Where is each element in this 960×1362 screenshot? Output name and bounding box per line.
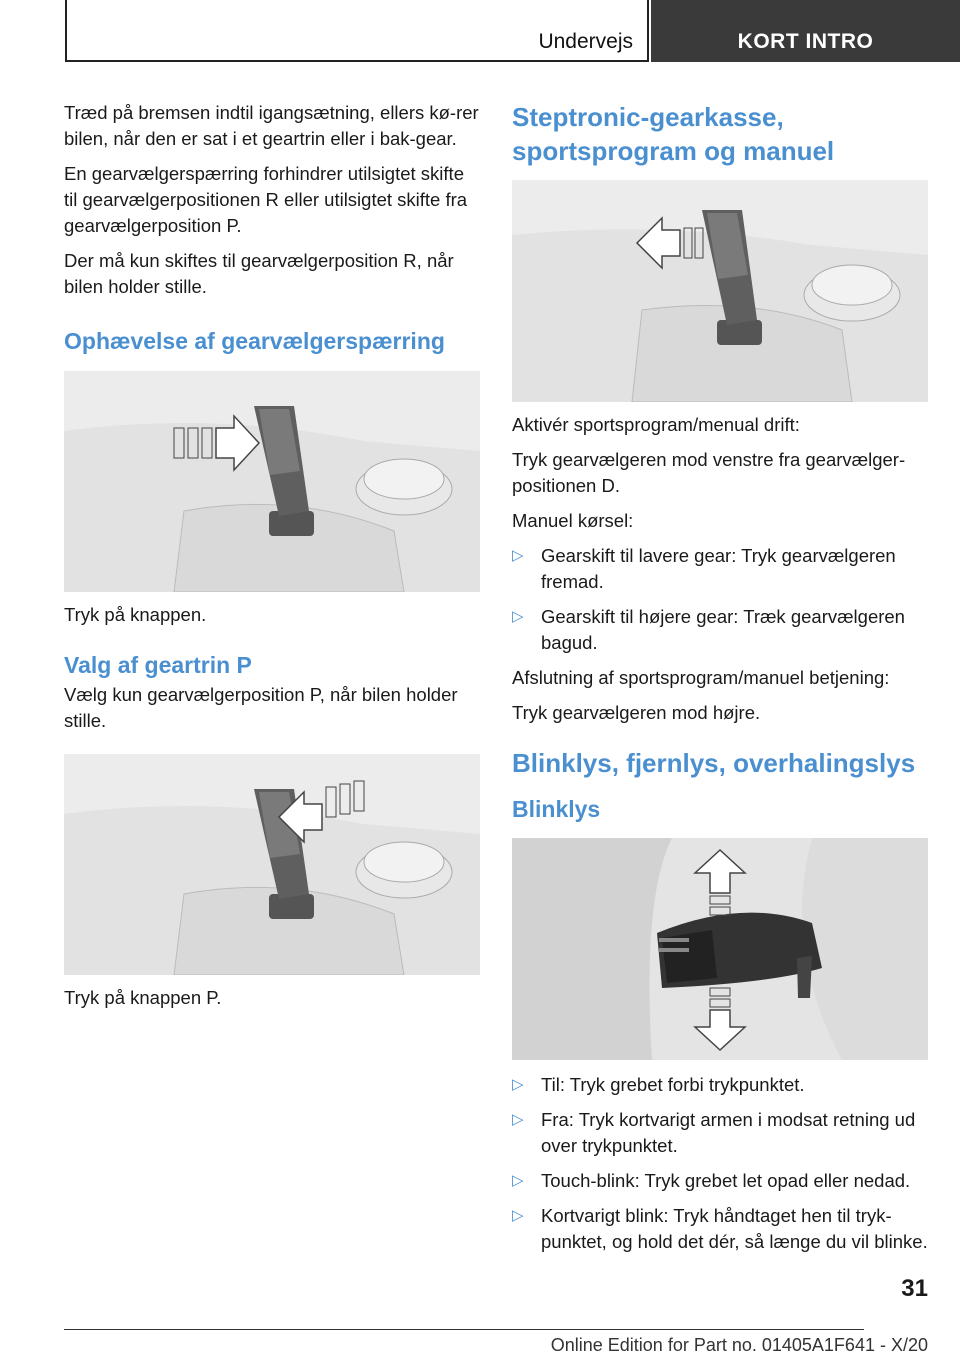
- page-number: 31: [901, 1275, 928, 1302]
- manual-list: [512, 543, 928, 656]
- gear-selector-illustration: [64, 371, 480, 592]
- indicator-list: [512, 1072, 928, 1255]
- paragraph-brake: Træd på bremsen indtil igangsætning, ellers kø-rer bilen, når den er sat i et geartrin eller i bak-gear.: [64, 102, 479, 149]
- list-item: ▷ Fra: Tryk kortvarigt armen i modsat retning ud over trykpunktet.: [512, 1109, 916, 1156]
- triangle-bullet-icon: ▷: [512, 547, 524, 564]
- paragraph-manual: Manuel kørsel:: [512, 510, 634, 531]
- heading-park: Valg af geartrin P: [64, 652, 252, 678]
- paragraph-reverse: Der må kun skiftes til gearvælgerposition R, når bilen holder stille.: [64, 250, 454, 297]
- triangle-bullet-icon: ▷: [512, 1111, 524, 1128]
- paragraph-end-sport: Afslutning af sportsprogram/manuel betjening:: [512, 667, 890, 688]
- left-column: [64, 100, 480, 1020]
- list-item: ▷ Gearskift til lavere gear: Tryk gearvælgeren fremad.: [512, 545, 896, 592]
- header-section-box: [65, 0, 649, 62]
- header-section-title: Undervejs: [538, 30, 633, 53]
- heading-indicator: Blinklys: [512, 796, 601, 822]
- paragraph-push-right: Tryk gearvælgeren mod højre.: [512, 702, 761, 723]
- paragraph-lock: En gearvælgerspærring forhindrer utilsigtet skifte til gearvælgerpositionen R eller utilsigtet skifte fra gearvælgerposition P.: [64, 163, 468, 236]
- caption-park: Tryk på knappen P.: [64, 987, 222, 1008]
- list-item: ▷ Til: Tryk grebet forbi trykpunktet.: [512, 1072, 928, 1098]
- footer-divider: [64, 1329, 864, 1330]
- figure-indicator: [512, 838, 928, 1060]
- caption-lock-release: Tryk på knappen.: [64, 604, 207, 625]
- paragraph-park: Vælg kun gearvælgerposition P, når bilen holder stille.: [64, 684, 458, 731]
- figure-lock-release: [64, 371, 480, 592]
- indicator-stalk-illustration: [512, 838, 928, 1060]
- right-column: [512, 100, 928, 1264]
- heading-lights: Blinklys, fjernlys, overhalingslys: [512, 748, 916, 778]
- figure-park: [64, 754, 480, 975]
- heading-steptronic: Steptronic-gearkasse, sportsprogram og manuel: [512, 102, 835, 166]
- triangle-bullet-icon: ▷: [512, 608, 524, 625]
- header-chapter-tab[interactable]: KORT INTRO: [651, 0, 960, 62]
- list-item: ▷ Gearskift til højere gear: Træk gearvælgeren bagud.: [512, 606, 905, 653]
- list-item: ▷ Kortvarigt blink: Tryk håndtaget hen til tryk-punktet, og hold det dér, så længe du vil blinke.: [512, 1205, 928, 1252]
- triangle-bullet-icon: ▷: [512, 1076, 524, 1093]
- triangle-bullet-icon: ▷: [512, 1172, 524, 1189]
- heading-lock-release: Ophævelse af gearvælgerspærring: [64, 328, 445, 354]
- figure-steptronic: [512, 180, 928, 402]
- paragraph-activate: Aktivér sportsprogram/menual drift:: [512, 414, 800, 435]
- list-item: ▷ Touch-blink: Tryk grebet let opad eller nedad.: [512, 1168, 928, 1194]
- sport-mode-illustration: [512, 180, 928, 402]
- triangle-bullet-icon: ▷: [512, 1207, 524, 1224]
- park-button-illustration: [64, 754, 480, 975]
- paragraph-push-left: Tryk gearvælgeren mod venstre fra gearvælger-positionen D.: [512, 449, 906, 496]
- footer-edition: Online Edition for Part no. 01405A1F641 - X/20: [550, 1335, 928, 1355]
